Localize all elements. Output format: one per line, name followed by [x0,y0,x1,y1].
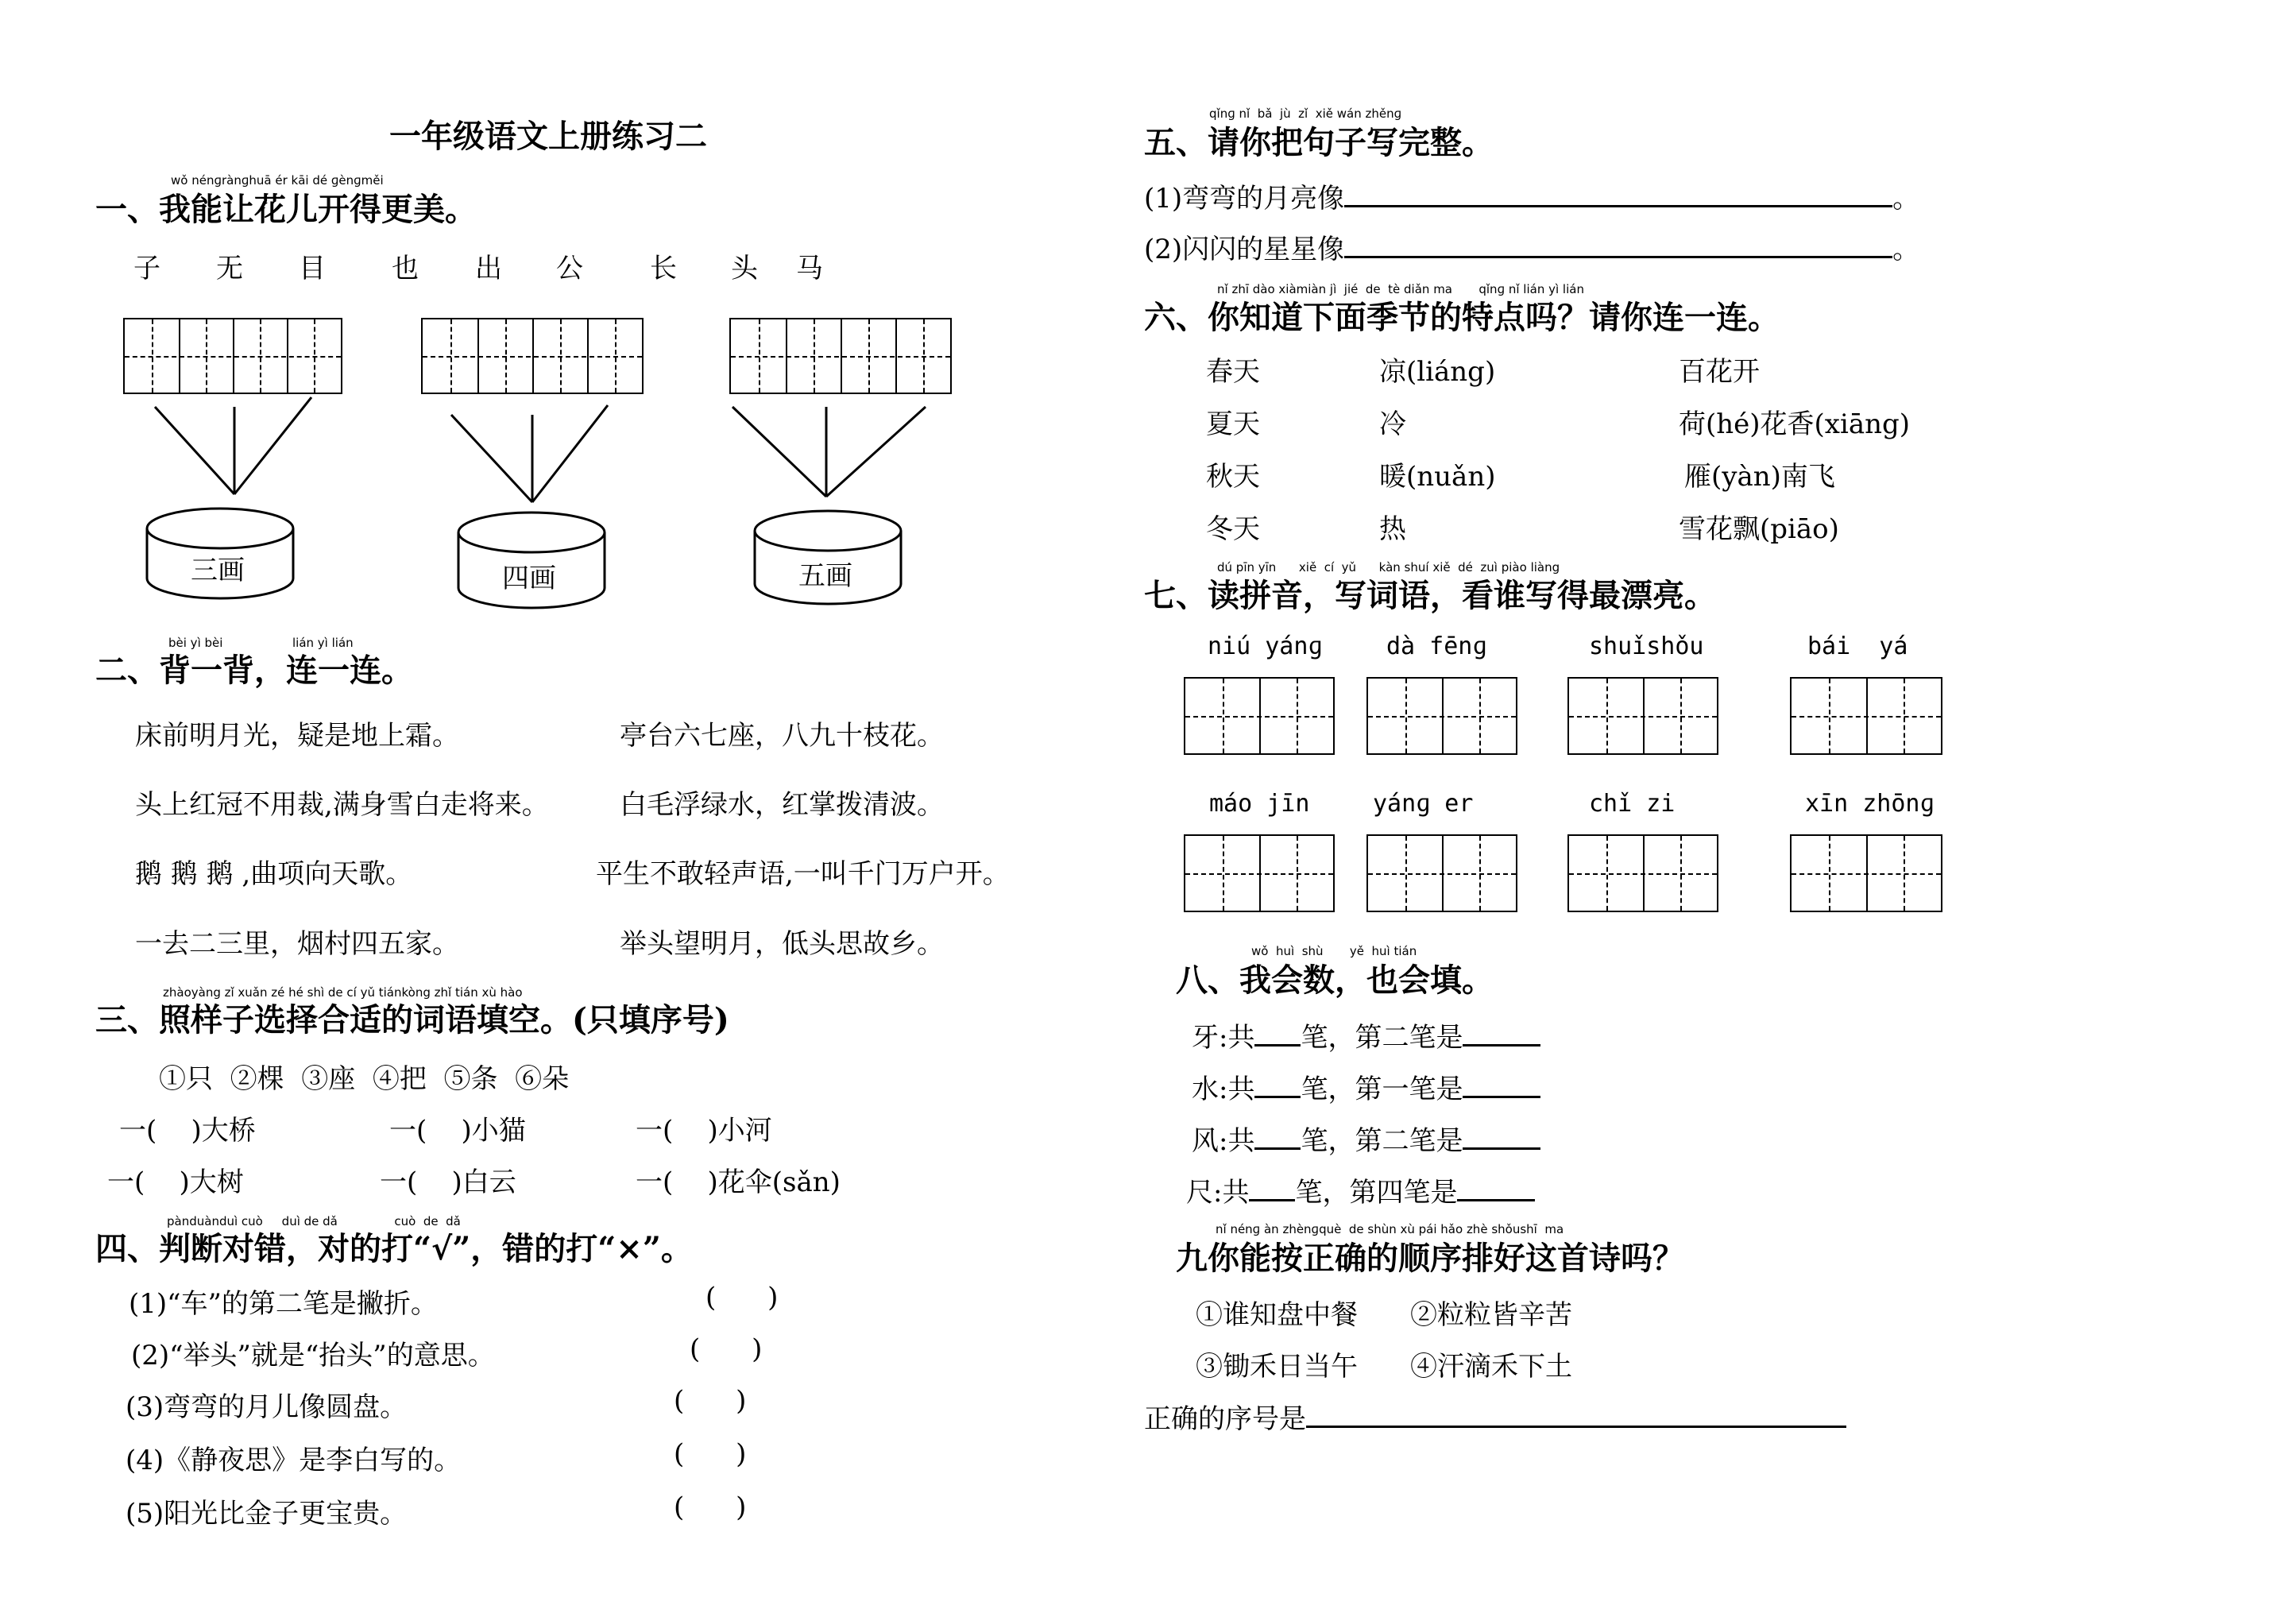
stroke-text: 笔，第二笔是 [1301,1022,1463,1054]
s5-heading: 五、请你把句子写完整。 [1144,124,1494,161]
count-blank[interactable] [1254,1120,1301,1150]
judge-answer[interactable]: ( ) [674,1385,747,1417]
sentence-prompt: (1)弯弯的月亮像 [1144,183,1345,215]
judge-item: (4)《静夜思》是李白写的。 [126,1445,462,1476]
stroke-text: 笔，第四笔是 [1295,1177,1458,1209]
judge-item: (3)弯弯的月儿像圆盘。 [126,1391,408,1423]
s1-char: 目 [299,253,326,284]
pinyin-word: xīn zhōnɡ [1805,790,1935,818]
pinyin-word: niú yánɡ [1208,633,1323,660]
season-feature: 凉(liáng) [1379,356,1496,388]
poem-line: 床前明月光，疑是地上霜。 [135,720,459,752]
s6-heading: 六、你知道下面季节的特点吗？请你连一连。 [1144,299,1780,336]
stroke-text: :共 [1213,1177,1250,1209]
poem-line: 白毛浮绿水，红掌拨清波。 [620,789,944,821]
stroke-count-row [1192,1016,1540,1054]
sentence-end: 。 [1892,183,1920,215]
s1-char: 无 [216,253,243,284]
stroke-char: 风 [1192,1125,1219,1157]
word-writing-grid[interactable] [1184,834,1335,912]
season-scene: 雁(yàn)南飞 [1684,461,1835,493]
judge-item: (5)阳光比金子更宝贵。 [126,1498,408,1530]
season-feature: 暖(nuǎn) [1379,461,1496,493]
answer-line[interactable] [1344,229,1892,258]
fill-item[interactable]: 一( )大桥 [119,1115,256,1147]
s2-pinyin: bèi yì bèi [168,636,223,650]
stroke-char: 水 [1192,1074,1219,1105]
s7-pinyin: dú pīn yīn xiě cí yǔ kàn shuí xiě dé zuì piào liàng [1217,560,1560,575]
judge-item: (2)“举头”就是“抬头”的意思。 [131,1340,495,1371]
stroke-char: 尺 [1186,1177,1213,1209]
season: 秋天 [1206,461,1260,493]
s1-char: 出 [475,253,502,284]
pinyin-word: shuǐshǒu [1589,633,1704,660]
stroke-text: :共 [1219,1125,1255,1157]
poem-line: 亭台六七座，八九十枝花。 [620,720,944,752]
s6-pinyin: nǐ zhī dào xiàmiàn jì jié de tè diǎn ma qǐnɡ nǐ lián yì lián [1217,282,1584,296]
judge-answer[interactable]: ( ) [690,1333,763,1365]
poem-order-item: ②粒粒皆辛苦 [1410,1299,1572,1331]
fill-item[interactable]: 一( )小河 [636,1115,772,1147]
stroke-count-row [1192,1119,1540,1158]
poem-order-item: ③锄禾日当午 [1196,1351,1358,1383]
s1-char: 马 [796,253,823,284]
poem-line: 鹅 鹅 鹅 ,曲项向天歌。 [135,858,413,890]
word-writing-grid[interactable] [1366,677,1517,755]
pinyin-word: yánɡ er [1373,790,1474,818]
s4-pinyin: pànduànduì cuò duì de dǎ cuò de dǎ [167,1214,461,1228]
order-answer-line[interactable] [1306,1399,1846,1428]
count-blank[interactable] [1249,1172,1295,1201]
word-writing-grid[interactable] [1366,834,1517,912]
stroke-text: :共 [1219,1074,1255,1105]
s8-heading: 八、我会数，也会填。 [1176,961,1494,999]
s7-heading: 七、读拼音，写词语，看谁写得最漂亮。 [1144,577,1716,614]
s4-heading: 四、判断对错，对的打“√”，错的打“×”。 [95,1230,693,1267]
pinyin-word: máo jīn [1209,790,1310,818]
count-blank[interactable] [1254,1017,1301,1046]
s9-pinyin: nǐ nénɡ àn zhènɡquè de shùn xù pái hǎo zhè shǒushī ma [1216,1222,1564,1236]
page-title: 一年级语文上册练习二 [389,118,707,155]
season: 春天 [1206,356,1260,388]
season: 夏天 [1206,408,1260,440]
s1-char: 头 [731,253,758,284]
complete-sentence-item [1144,227,1919,266]
pinyin-word: dà fēnɡ [1386,633,1487,660]
order-answer-row [1144,1397,1846,1436]
judge-item: (1)“车”的第二笔是撇折。 [129,1288,438,1320]
measure-word-options: ①只 ②棵 ③座 ④把 ⑤条 ⑥朵 [159,1063,570,1095]
sentence-prompt: (2)闪闪的星星像 [1144,234,1345,265]
pot-label-5: 五画 [798,560,852,592]
fill-item[interactable]: 一( )花伞(sǎn) [636,1166,841,1198]
poem-order-item: ①谁知盘中餐 [1196,1299,1358,1331]
s1-char: 公 [556,253,583,284]
season-feature: 冷 [1379,408,1406,440]
s1-heading: 一、我能让花儿开得更美。 [95,191,477,228]
stroke-count-row [1186,1170,1535,1209]
season-scene: 百花开 [1679,356,1760,388]
judge-answer[interactable]: ( ) [674,1438,747,1470]
count-blank[interactable] [1254,1069,1301,1098]
judge-answer[interactable]: ( ) [705,1282,779,1313]
word-writing-grid[interactable] [1790,677,1942,755]
pinyin-word: chǐ zi [1589,790,1676,818]
word-writing-grid[interactable] [1567,677,1718,755]
poem-line: 一去二三里，烟村四五家。 [135,928,459,960]
fill-item[interactable]: 一( )小猫 [389,1115,526,1147]
season: 冬天 [1206,513,1260,545]
pot-label-4: 四画 [502,563,556,594]
stroke-count-row [1192,1067,1540,1106]
s1-pinyin: wǒ nénɡrànɡhuā ér kāi dé ɡènɡměi [171,173,384,188]
poem-line: 平生不敢轻声语,一叫千门万户开。 [596,858,1010,890]
stroke-char: 牙 [1192,1022,1219,1054]
season-scene: 荷(hé)花香(xiāng) [1679,408,1911,440]
order-answer-label: 正确的序号是 [1144,1403,1306,1435]
poem-line: 举头望明月，低头思故乡。 [620,928,944,960]
pinyin-word: bái yá [1807,633,1908,660]
stroke-text: :共 [1219,1022,1255,1054]
stroke-blank[interactable] [1463,1120,1540,1150]
s9-heading: 九你能按正确的顺序排好这首诗吗？ [1176,1240,1684,1277]
stroke-blank[interactable] [1463,1017,1540,1046]
complete-sentence-item [1144,176,1919,215]
s3-pinyin: zhàoyàng zǐ xuǎn zé hé shì de cí yǔ tiánkòng zhǐ tián xù hào [163,985,523,1000]
s1-char: 子 [133,253,160,284]
fill-item[interactable]: 一( )大树 [107,1166,244,1198]
stroke-text: 笔，第一笔是 [1301,1074,1463,1105]
stroke-blank[interactable] [1463,1069,1540,1098]
sentence-end: 。 [1892,234,1920,265]
word-writing-grid[interactable] [1567,834,1718,912]
season-feature: 热 [1379,513,1406,545]
s1-char: 也 [392,253,419,284]
s3-heading: 三、照样子选择合适的词语填空。(只填序号) [95,1001,729,1039]
s5-pinyin: qǐnɡ nǐ bǎ jù zǐ xiě wán zhěnɡ [1209,106,1402,121]
s1-char: 长 [650,253,677,284]
s8-pinyin: wǒ huì shù yě huì tián [1251,944,1417,958]
stroke-blank[interactable] [1457,1172,1535,1201]
s2-pinyin: lián yì lián [292,636,354,650]
judge-answer[interactable]: ( ) [674,1491,747,1523]
answer-line[interactable] [1344,178,1892,207]
poem-line: 头上红冠不用裁,满身雪白走将来。 [135,789,549,821]
word-writing-grid[interactable] [1790,834,1942,912]
word-writing-grid[interactable] [1184,677,1335,755]
stroke-text: 笔，第二笔是 [1301,1125,1463,1157]
pot-label-3: 三画 [191,555,245,586]
season-scene: 雪花飘(piāo) [1679,513,1839,545]
fill-item[interactable]: 一( )白云 [380,1166,516,1198]
poem-order-item: ④汗滴禾下土 [1410,1351,1572,1383]
s2-heading: 二、背一背，连一连。 [95,652,413,689]
